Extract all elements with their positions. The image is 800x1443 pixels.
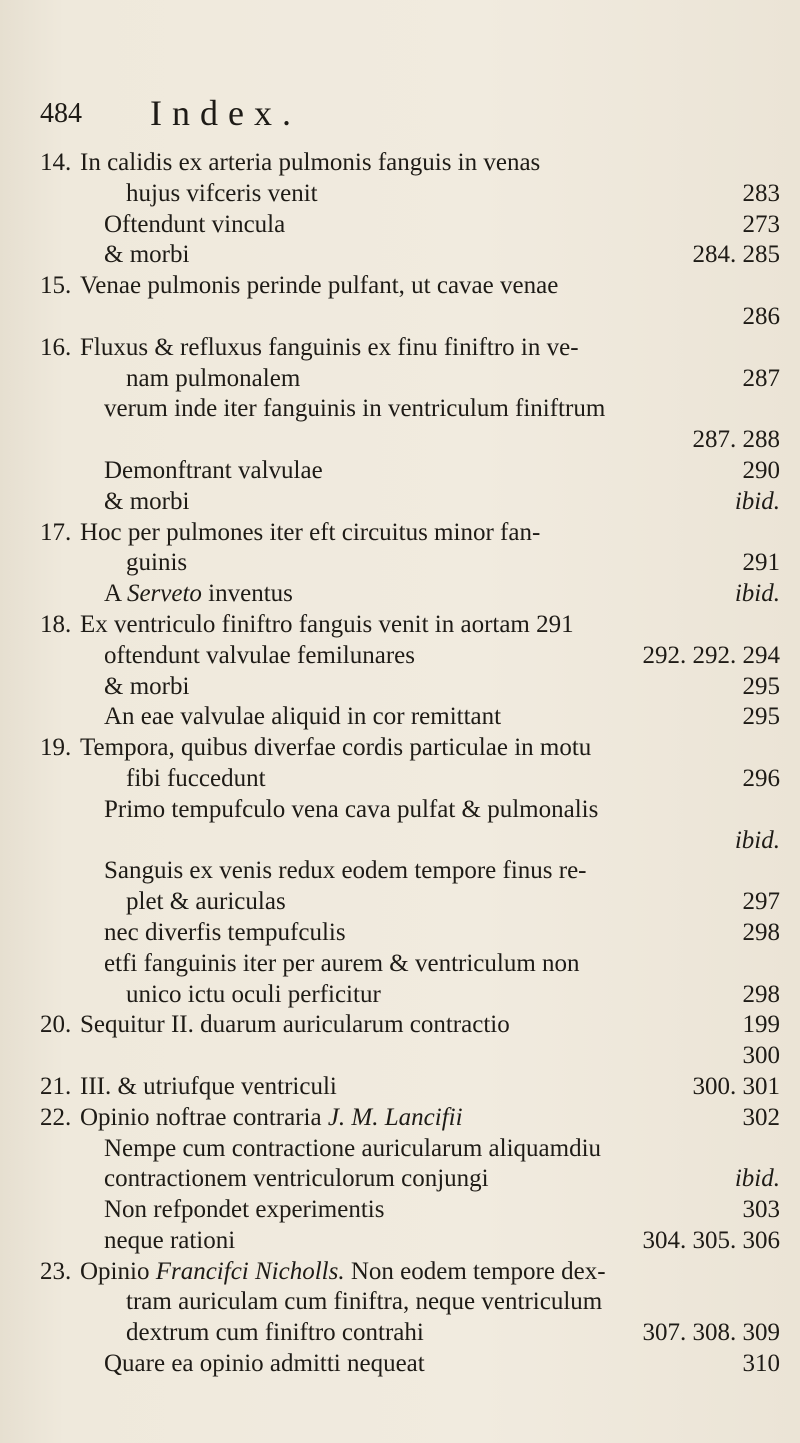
entry-text: & morbi [104,672,190,700]
entry-number: 16. [40,333,72,361]
entry-text: Sequitur II. duarum auricularum contractio [80,1011,510,1039]
entry-text: Nempe cum contractione auricularum aliquamdiu [104,1134,602,1162]
running-title: Index. [150,93,301,133]
page-reference: 307. 308. 309 [642,1319,780,1347]
entry-number [40,210,80,241]
index-line [40,1318,780,1349]
index-line [40,240,780,271]
page-reference: ibid. [734,1165,780,1193]
entry-number [40,1041,80,1072]
entry-number: 17. [40,518,72,546]
page-reference [768,795,780,826]
index-line [40,364,780,395]
entry-number [40,240,80,271]
entry-text: Fluxus & refluxus fanguinis ex finu finiftro in ve- [80,333,579,361]
entry-text: tram auriculam cum finiftra, neque ventriculum [126,1288,603,1316]
entry-number [40,1164,80,1195]
page-reference: 300 [742,1042,780,1070]
page-reference [768,733,780,764]
entry-number [40,980,80,1011]
index-line [40,826,780,857]
page-reference: 302 [742,1103,780,1131]
entry-number: 20. [40,1011,72,1039]
index-line [40,641,780,672]
entry-number [40,1195,80,1226]
entry-number [40,579,80,610]
index-line [40,733,780,764]
index-line [40,1287,780,1318]
entry-number: 23. [40,1257,72,1285]
page-reference: 283 [742,179,780,207]
index-line [40,148,780,179]
entry-text: verum inde iter fanguinis in ventriculum finiftrum [104,395,606,423]
entry-number [40,179,80,210]
entry-text: etfi fanguinis iter per aurem & ventriculum non [104,949,580,977]
index-line [40,856,780,887]
index-line [40,764,780,795]
entry-text: A Serveto inventus [104,580,293,608]
index-line [40,918,780,949]
entry-text: neque rationi [104,1226,236,1254]
page-reference: 298 [742,980,780,1008]
entry-number [40,302,80,333]
entry-number [40,702,80,733]
entry-number [40,364,80,395]
entry-text: Opinio Francifci Nicholls. Non eodem tempore dex- [80,1257,606,1285]
entry-text: In calidis ex arteria pulmonis fanguis in venas [80,149,541,176]
entry-text: dextrum cum finiftro contrahi [126,1319,424,1347]
italic-name: Francifci Nicholls. [155,1257,345,1285]
page-reference [768,1257,780,1288]
page-reference: 199 [742,1011,780,1039]
index-entries [40,148,780,1380]
entry-text: Venae pulmonis perinde pulfant, ut cavae venae [80,272,559,300]
index-line [40,1164,780,1195]
page-reference: 291 [742,549,780,577]
page-reference: 292. 292. 294 [642,641,780,669]
entry-text: Tempora, quibus diverfae cordis particulae in motu [80,734,592,762]
entry-text: hujus vifceris venit [126,179,318,207]
page-reference: 295 [742,703,780,731]
index-line [40,1226,780,1257]
entry-text: Demonftrant valvulae [104,456,323,484]
page-reference [768,518,780,549]
page-reference: 287 [742,364,780,392]
entry-number [40,1349,80,1380]
entry-number [40,918,80,949]
index-line [40,1041,780,1072]
entry-number [40,795,80,826]
page-reference: ibid. [734,826,780,854]
entry-number: 14. [40,149,72,176]
index-line [40,487,780,518]
index-line [40,271,780,302]
page-number: 484 [40,98,82,129]
index-line [40,949,780,980]
entry-text: Primo tempufculo vena cava pulfat & pulmonalis [104,795,599,823]
page-reference: 310 [742,1350,780,1378]
italic-name: Serveto [126,580,202,608]
index-line [40,795,780,826]
page-reference: 290 [742,456,780,484]
index-line [40,425,780,456]
index-line [40,179,780,210]
page-reference: 287. 288 [692,426,780,454]
page-reference [768,271,780,302]
entry-text: plet & auriculas [126,888,286,916]
entry-text: Sanguis ex venis redux eodem tempore finus re- [104,857,587,885]
entry-text: nec diverfis tempufculis [104,918,346,946]
page-reference [768,333,780,364]
index-line [40,702,780,733]
entry-number [40,826,80,857]
page-reference: 300. 301 [692,1072,780,1100]
index-line [40,887,780,918]
italic-name: J. M. Lancifii [327,1103,463,1131]
entry-number [40,487,80,518]
index-line [40,1257,780,1288]
page-reference: 273 [742,210,780,238]
entry-text: unico ictu oculi perficitur [126,980,381,1008]
page-reference: 295 [742,672,780,700]
page-reference: 298 [742,918,780,946]
entry-number [40,1318,80,1349]
page-reference [768,148,780,179]
page-reference: 296 [742,764,780,792]
entry-text [80,425,681,456]
entry-text [80,826,723,857]
page-reference [768,856,780,887]
page-reference: 284. 285 [692,241,780,269]
page-reference: 286 [742,302,780,330]
index-line [40,302,780,333]
index-line [40,1195,780,1226]
page-reference [768,1134,780,1165]
index-line [40,672,780,703]
page-reference: 304. 305. 306 [642,1226,780,1254]
entry-number [40,456,80,487]
index-line [40,1134,780,1165]
entry-number: 22. [40,1103,72,1131]
index-line [40,1103,780,1134]
entry-number: 19. [40,734,72,762]
entry-number: 21. [40,1072,72,1100]
index-line [40,456,780,487]
entry-number: 15. [40,272,72,300]
page-reference: 303 [742,1196,780,1224]
entry-text: guinis [126,549,188,577]
index-line [40,579,780,610]
entry-text: An eae valvulae aliquid in cor remittant [104,703,502,731]
entry-text: Non refpondet experimentis [104,1196,385,1224]
entry-text: & morbi [104,241,190,269]
entry-number [40,1134,80,1165]
entry-number [40,672,80,703]
entry-text: Oftendunt vincula [104,210,286,238]
index-line [40,610,780,641]
index-line [40,548,780,579]
entry-number [40,1226,80,1257]
index-line [40,1010,780,1041]
entry-text: III. & utriufque ventriculi [80,1072,337,1100]
entry-text [80,302,731,333]
page-reference: ibid. [734,487,780,515]
entry-number [40,887,80,918]
entry-number [40,548,80,579]
entry-number [40,394,80,425]
entry-number [40,1287,80,1318]
page-reference: 297 [742,888,780,916]
entry-text: Ex ventriculo finiftro fanguis venit in aortam 291 [80,610,574,638]
entry-number: 18. [40,610,72,638]
entry-text: oftendunt valvulae femilunares [104,641,415,669]
entry-number [40,641,80,672]
page-reference: ibid. [734,580,780,608]
entry-text: Hoc per pulmones iter eft circuitus minor fan- [80,518,541,546]
entry-number [40,764,80,795]
entry-text: & morbi [104,487,190,515]
page-reference [768,394,780,425]
page-reference [768,1287,780,1318]
index-line [40,1072,780,1103]
entry-text [80,1041,731,1072]
entry-number [40,425,80,456]
index-line [40,394,780,425]
index-line [40,518,780,549]
entry-number [40,856,80,887]
entry-text: Quare ea opinio admitti nequeat [104,1350,425,1378]
entry-number [40,949,80,980]
index-line [40,1349,780,1380]
index-line [40,333,780,364]
entry-text: Opinio noftrae contraria J. M. Lancifii [80,1103,463,1131]
page-reference [768,610,780,641]
index-line [40,980,780,1011]
entry-text: fibi fuccedunt [126,764,266,792]
index-line [40,210,780,241]
entry-text: nam pulmonalem [126,364,301,392]
entry-text: contractionem ventriculorum conjungi [104,1165,489,1193]
page-reference [768,949,780,980]
